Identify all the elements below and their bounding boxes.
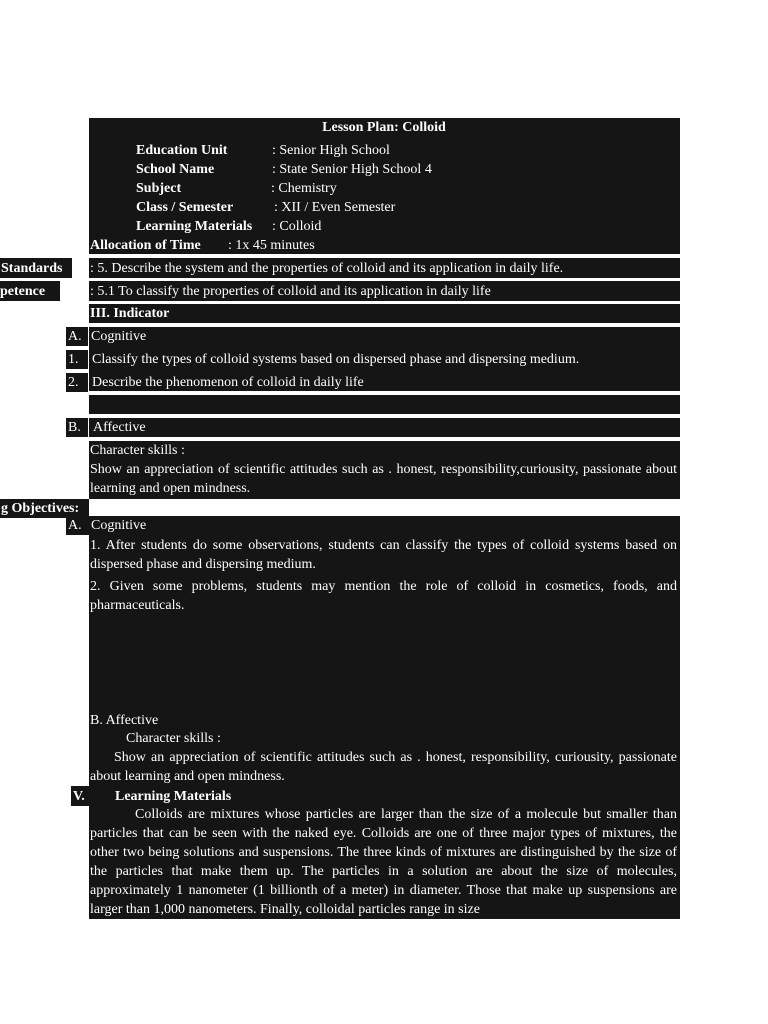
class-semester-value: : XII / Even Semester <box>274 200 396 215</box>
indicator-affective-text: Show an appreciation of scientific attitudes such as . honest, responsibility,curiousity, passionate about learning and open mindness. <box>90 462 677 496</box>
learning-materials-value: : Colloid <box>272 219 322 234</box>
materials-number: V. <box>73 789 85 804</box>
indicator-item2-num: 2. <box>68 375 79 390</box>
standards-text: : 5. Describe the system and the properties of colloid and its application in daily life. <box>90 261 564 276</box>
education-unit-label: Education Unit <box>136 143 228 158</box>
page-title: Lesson Plan: Colloid <box>322 120 446 135</box>
indicator-heading: III. Indicator <box>90 306 170 321</box>
indicator-item1-num: 1. <box>68 352 79 367</box>
subject-label: Subject <box>136 181 182 196</box>
objectives-cognitive-label: Cognitive <box>91 518 147 533</box>
indicator-affective-label-bg <box>89 418 680 437</box>
education-unit-value: : Senior High School <box>272 143 390 158</box>
subject-value: : Chemistry <box>271 181 337 196</box>
objectives-heading: g Objectives: <box>1 501 80 516</box>
competence-label: petence <box>0 284 46 299</box>
standards-label: Standards <box>1 261 63 276</box>
objective-2: 2. Given some problems, students may mention the role of colloid in cosmetics, foods, and pharmaceuticals. <box>90 579 677 613</box>
objective-1: 1. After students do some observations, students can classify the types of colloid systems based on dispersed phase and dispersing medium. <box>90 538 677 572</box>
indicator-item1: Classify the types of colloid systems based on dispersed phase and dispersing medium. <box>92 352 580 367</box>
indicator-affective-label: Affective <box>93 420 146 435</box>
empty-row-bg <box>89 395 680 414</box>
school-name-value: : State Senior High School 4 <box>272 162 432 177</box>
competence-text: : 5.1 To classify the properties of colloid and its application in daily life <box>90 284 491 299</box>
indicator-character-skills: Character skills : <box>90 443 185 458</box>
class-semester-label: Class / Semester <box>136 200 234 215</box>
allocation-time-label: Allocation of Time <box>90 238 201 253</box>
materials-text: Colloids are mixtures whose particles are larger than the size of a molecule but smaller than particles that can be seen with the naked eye. Colloids are one of three major types of mixtures, the other two being solutions and suspensions. The three kinds of mixtures are distinguished by the size of the particles that make them up. The particles in a solution are about the size of molecules, approximately 1 nanometer (1 billionth of a meter) in diameter. Those that make up suspensions are larger than 1,000 nanometers. Finally, colloidal particles range in size <box>90 807 677 917</box>
materials-heading: Learning Materials <box>115 789 232 804</box>
objectives-affective-label: B. Affective <box>90 713 159 728</box>
indicator-cognitive-letter: A. <box>68 329 82 344</box>
indicator-cognitive-label: Cognitive <box>91 329 147 344</box>
indicator-affective-letter: B. <box>68 420 81 435</box>
learning-materials-label: Learning Materials <box>136 219 253 234</box>
allocation-time-value: : 1x 45 minutes <box>228 238 315 253</box>
indicator-heading-bg <box>89 304 680 323</box>
objectives-character-skills: Character skills : <box>126 731 221 746</box>
objectives-cognitive-letter: A. <box>68 518 82 533</box>
indicator-item2: Describe the phenomenon of colloid in daily life <box>92 375 364 390</box>
school-name-label: School Name <box>136 162 215 177</box>
objectives-affective-text: Show an appreciation of scientific attitudes such as . honest, responsibility, curiousity, passionate about learning and open mindness. <box>90 750 677 784</box>
